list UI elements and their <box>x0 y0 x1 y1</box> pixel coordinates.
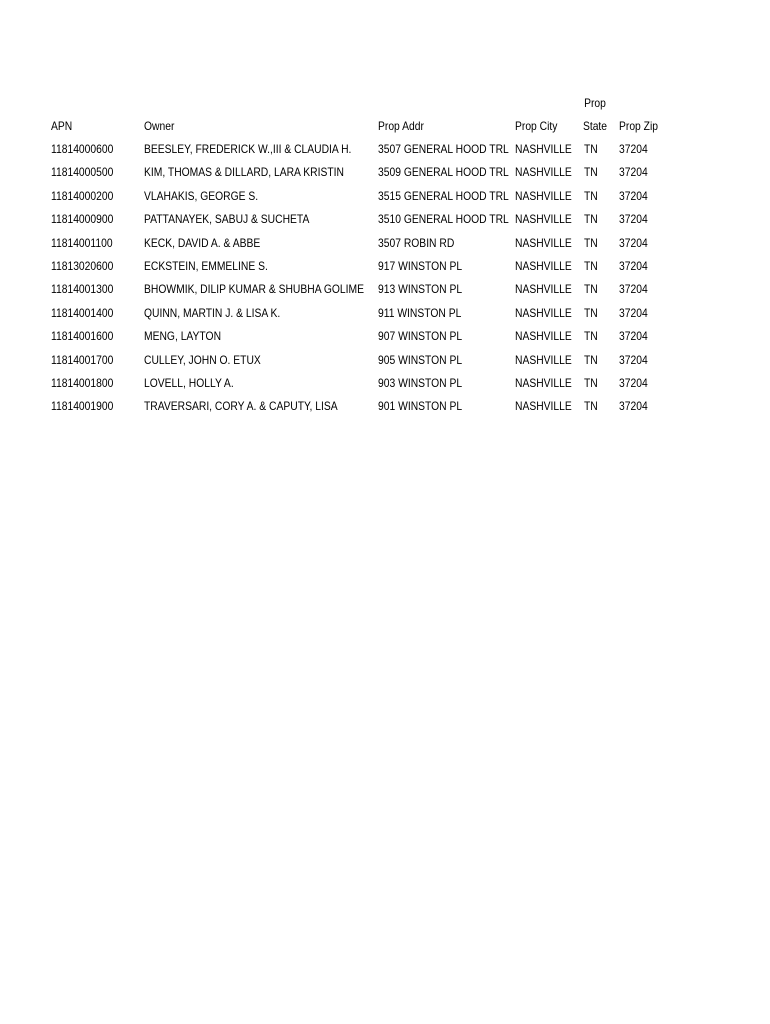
cell-owner: MENG, LAYTON <box>144 329 222 344</box>
cell-prop-addr: 3515 GENERAL HOOD TRL <box>378 188 509 203</box>
cell-prop-state: TN <box>584 399 598 414</box>
cell-prop-zip: 37204 <box>619 282 648 297</box>
cell-prop-zip: 37204 <box>619 258 648 273</box>
cell-prop-addr: 3509 GENERAL HOOD TRL <box>378 165 509 180</box>
cell-prop-city: NASHVILLE <box>515 258 572 273</box>
cell-apn: 11813020600 <box>51 258 114 273</box>
cell-prop-zip: 37204 <box>619 375 648 390</box>
table-row <box>0 185 770 208</box>
cell-apn: 11814000600 <box>51 142 114 156</box>
cell-prop-addr: 917 WINSTON PL <box>378 258 463 273</box>
cell-owner: TRAVERSARI, CORY A. & CAPUTY, LISA <box>144 399 338 414</box>
cell-owner: BEESLEY, FREDERICK W.,III & CLAUDIA H. <box>144 142 352 156</box>
cell-prop-zip: 37204 <box>619 188 648 203</box>
cell-prop-zip: 37204 <box>619 212 648 227</box>
cell-apn: 11814001600 <box>51 329 114 344</box>
cell-prop-city: NASHVILLE <box>515 142 572 156</box>
cell-owner: PATTANAYEK, SABUJ & SUCHETA <box>144 212 310 227</box>
cell-prop-city: NASHVILLE <box>515 329 572 344</box>
cell-prop-state: TN <box>584 165 598 180</box>
cell-prop-state: TN <box>584 235 598 250</box>
cell-prop-state: TN <box>584 142 598 156</box>
cell-owner: KIM, THOMAS & DILLARD, LARA KRISTIN <box>144 165 344 180</box>
cell-apn: 11814000900 <box>51 212 114 227</box>
cell-owner: LOVELL, HOLLY A. <box>144 375 234 390</box>
cell-prop-city: NASHVILLE <box>515 399 572 414</box>
header-prop-state-line2: State <box>582 119 608 133</box>
cell-prop-city: NASHVILLE <box>515 375 572 390</box>
header-prop-addr: Prop Addr <box>378 119 424 133</box>
header-prop-zip: Prop Zip <box>619 119 659 133</box>
cell-prop-state: TN <box>584 212 598 227</box>
cell-prop-city: NASHVILLE <box>515 212 572 227</box>
cell-prop-state: TN <box>584 258 598 273</box>
cell-prop-state: TN <box>584 305 598 320</box>
header-prop-state-line1: Prop <box>584 96 606 110</box>
cell-owner: KECK, DAVID A. & ABBE <box>144 235 261 250</box>
cell-apn: 11814001900 <box>51 399 114 414</box>
cell-prop-addr: 901 WINSTON PL <box>378 399 463 414</box>
cell-prop-zip: 37204 <box>619 165 648 180</box>
cell-prop-state: TN <box>584 188 598 203</box>
table-row <box>0 325 770 348</box>
cell-owner: ECKSTEIN, EMMELINE S. <box>144 258 268 273</box>
cell-prop-zip: 37204 <box>619 399 648 414</box>
header-owner: Owner <box>144 119 175 133</box>
cell-apn: 11814001700 <box>51 352 114 367</box>
cell-prop-city: NASHVILLE <box>515 352 572 367</box>
cell-prop-addr: 903 WINSTON PL <box>378 375 463 390</box>
table-row <box>0 138 770 161</box>
cell-apn: 11814001300 <box>51 282 114 297</box>
cell-apn: 11814001100 <box>51 235 113 250</box>
table-row <box>0 372 770 395</box>
cell-prop-zip: 37204 <box>619 235 648 250</box>
cell-prop-state: TN <box>584 352 598 367</box>
cell-apn: 11814000500 <box>51 165 114 180</box>
table-body <box>0 138 770 419</box>
cell-prop-zip: 37204 <box>619 305 648 320</box>
cell-owner: QUINN, MARTIN J. & LISA K. <box>144 305 281 320</box>
table-row <box>0 208 770 231</box>
cell-prop-addr: 3507 GENERAL HOOD TRL <box>378 142 509 156</box>
cell-prop-addr: 911 WINSTON PL <box>378 305 462 320</box>
table-row <box>0 395 770 418</box>
table-row <box>0 255 770 278</box>
cell-owner: VLAHAKIS, GEORGE S. <box>144 188 259 203</box>
cell-prop-state: TN <box>584 375 598 390</box>
cell-prop-addr: 905 WINSTON PL <box>378 352 463 367</box>
cell-prop-zip: 37204 <box>619 329 648 344</box>
cell-apn: 11814001800 <box>51 375 114 390</box>
cell-owner: BHOWMIK, DILIP KUMAR & SHUBHA GOLIME <box>144 282 365 297</box>
cell-apn: 11814001400 <box>51 305 114 320</box>
header-prop-state <box>580 92 609 138</box>
table-row <box>0 161 770 184</box>
header-apn: APN <box>51 119 73 133</box>
cell-apn: 11814000200 <box>51 188 114 203</box>
cell-prop-state: TN <box>584 282 598 297</box>
cell-prop-city: NASHVILLE <box>515 235 572 250</box>
table-row <box>0 278 770 301</box>
cell-prop-state: TN <box>584 329 598 344</box>
table-row <box>0 349 770 372</box>
cell-prop-addr: 907 WINSTON PL <box>378 329 463 344</box>
cell-prop-city: NASHVILLE <box>515 282 572 297</box>
cell-prop-city: NASHVILLE <box>515 305 572 320</box>
table-row <box>0 302 770 325</box>
header-prop-city: Prop City <box>515 119 558 133</box>
cell-prop-addr: 3510 GENERAL HOOD TRL <box>378 212 509 227</box>
cell-prop-addr: 3507 ROBIN RD <box>378 235 455 250</box>
cell-prop-city: NASHVILLE <box>515 165 572 180</box>
cell-prop-zip: 37204 <box>619 352 648 367</box>
table-header <box>0 94 770 138</box>
cell-prop-zip: 37204 <box>619 142 648 156</box>
table-row <box>0 232 770 255</box>
cell-owner: CULLEY, JOHN O. ETUX <box>144 352 261 367</box>
cell-prop-city: NASHVILLE <box>515 188 572 203</box>
cell-prop-addr: 913 WINSTON PL <box>378 282 463 297</box>
